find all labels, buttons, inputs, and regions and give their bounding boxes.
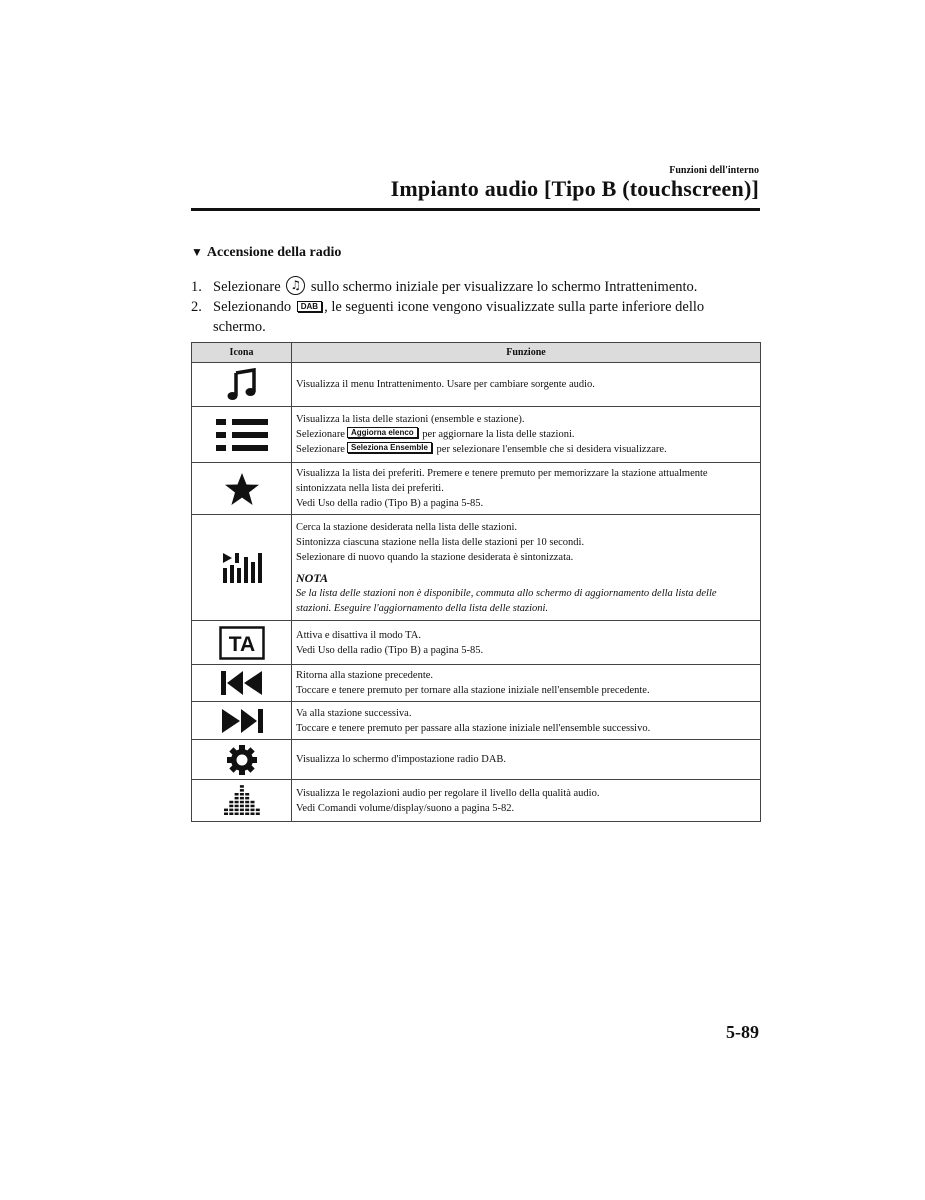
note-text: stazioni. Eseguire l'aggiornamento della lista delle stazioni. — [296, 602, 549, 614]
music-note-icon: ♫ — [286, 276, 305, 295]
step-text-after: , le seguenti icone vengono visualizzate sulla parte inferiore dello — [324, 299, 705, 315]
step-text-continued: schermo. — [213, 319, 266, 335]
table-row — [192, 463, 761, 515]
table-row — [192, 665, 761, 702]
table-header-row — [192, 343, 761, 363]
function-text — [296, 427, 756, 442]
function-text: Toccare e tenere premuto per tornare alla stazione iniziale nell'ensemble precedente. — [296, 685, 650, 696]
gear-icon — [192, 740, 292, 780]
function-text: Visualizza la lista dei preferiti. Premere e tenere premuto per memorizzare la stazione attualmente — [296, 468, 708, 479]
step-text-before: Selezionando — [213, 299, 292, 315]
function-text: sintonizzata nella lista dei preferiti. — [296, 483, 444, 494]
previous-icon — [192, 665, 292, 702]
function-text-pre: Selezionare — [296, 444, 345, 455]
refresh-list-button[interactable]: Aggiorna elenco — [347, 427, 418, 438]
step-number: 1. — [191, 279, 202, 295]
icon-function-table — [191, 342, 761, 822]
ta-icon-label: TA — [228, 632, 255, 656]
function-text-pre: Selezionare — [296, 429, 345, 440]
function-text: Va alla stazione successiva. — [296, 707, 412, 719]
ta-icon — [192, 621, 292, 665]
function-text: Vedi Uso della radio (Tipo B) a pagina 5-85. — [296, 498, 484, 509]
function-cell — [292, 515, 761, 621]
scan-icon — [192, 515, 292, 621]
equalizer-icon — [192, 780, 292, 822]
page-title: Impianto audio [Tipo B (touchscreen)] — [390, 176, 759, 201]
table-row — [192, 780, 761, 822]
function-text: Visualizza la lista delle stazioni (ensemble e stazione). — [296, 414, 525, 425]
function-cell — [292, 665, 761, 702]
subsection-title: Accensione della radio — [206, 245, 342, 260]
note-text: Se la lista delle stazioni non è disponibile, commuta allo schermo di aggiornamento della lista delle — [296, 587, 717, 599]
header-icon: Icona — [192, 343, 292, 363]
function-cell — [292, 407, 761, 463]
select-ensemble-button[interactable]: Seleziona Ensemble — [347, 442, 432, 453]
table-row — [192, 515, 761, 621]
note-title: NOTA — [296, 570, 329, 585]
function-text-post: per aggiornare la lista delle stazioni. — [422, 429, 575, 440]
function-text: Ritorna alla stazione precedente. — [296, 670, 434, 681]
function-cell — [292, 702, 761, 740]
triangle-marker: ▼ — [191, 245, 203, 259]
function-cell — [292, 363, 761, 407]
step-text-after: sullo schermo iniziale per visualizzare lo schermo Intrattenimento. — [310, 279, 698, 295]
page-number: 5-89 — [726, 1022, 759, 1042]
function-text-post: per selezionare l'ensemble che si desidera visualizzare. — [436, 444, 667, 455]
function-cell — [292, 740, 761, 780]
function-text: Vedi Comandi volume/display/suono a pagina 5-82. — [296, 802, 515, 814]
function-text: Attiva e disattiva il modo TA. — [296, 629, 421, 641]
function-cell — [292, 621, 761, 665]
step-1 — [191, 276, 697, 297]
dab-button[interactable]: DAB — [297, 301, 322, 312]
table-row — [192, 702, 761, 740]
function-text: Vedi Uso della radio (Tipo B) a pagina 5-85. — [296, 644, 484, 656]
header-function: Funzione — [292, 343, 761, 363]
step-2 — [191, 297, 751, 337]
function-text: Cerca la stazione desiderata nella lista delle stazioni. — [296, 521, 517, 533]
function-text: Sintonizza ciascuna stazione nella lista delle stazioni per 10 secondi. — [296, 536, 585, 548]
table-row — [192, 740, 761, 780]
function-cell — [292, 463, 761, 515]
function-text: Toccare e tenere premuto per passare alla stazione iniziale nell'ensemble successivo. — [296, 722, 651, 734]
subsection-heading — [191, 245, 341, 261]
function-text: Selezionare di nuovo quando la stazione desiderata è sintonizzata. — [296, 551, 574, 563]
star-icon — [192, 463, 292, 515]
music-note-icon — [192, 363, 292, 407]
section-label: Funzioni dell'interno — [669, 165, 759, 176]
list-icon — [192, 407, 292, 463]
table-row — [192, 407, 761, 463]
title-rule — [191, 208, 760, 211]
table-row — [192, 363, 761, 407]
step-text-before: Selezionare — [213, 279, 281, 295]
function-cell — [292, 780, 761, 822]
function-text: Visualizza lo schermo d'impostazione radio DAB. — [296, 754, 507, 765]
function-text: Visualizza le regolazioni audio per regolare il livello della qualità audio. — [296, 787, 600, 799]
function-text: Visualizza il menu Intrattenimento. Usare per cambiare sorgente audio. — [296, 379, 595, 390]
function-text — [296, 442, 756, 457]
table-row — [192, 621, 761, 665]
step-number: 2. — [191, 299, 202, 315]
next-icon — [192, 702, 292, 740]
